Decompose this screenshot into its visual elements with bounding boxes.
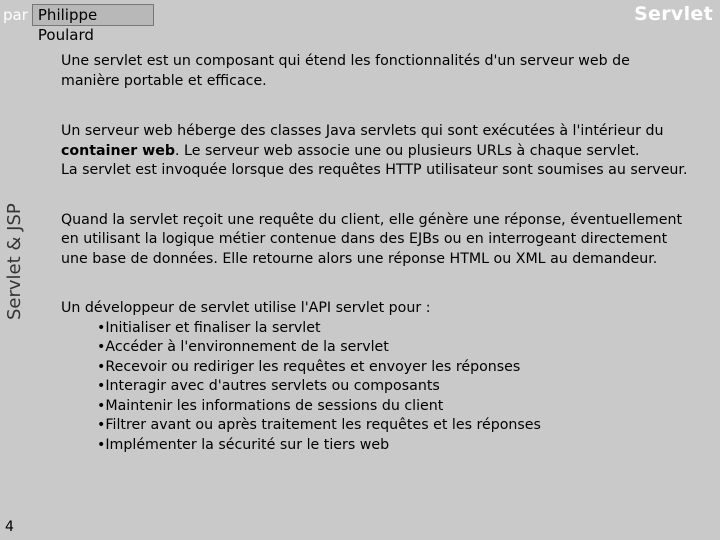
list-item: •Interagir avec d'autres servlets ou composants [97,378,440,394]
list-item: •Accéder à l'environnement de la servlet [97,339,389,355]
author-name: Philippe Poulard [32,4,154,26]
list-item: •Initialiser et finaliser la servlet [97,319,321,336]
container-web-term: container web [61,142,176,159]
list-item: •Filtrer avant ou après traitement les requêtes et les réponses [97,417,541,433]
page-number: 4 [5,519,14,535]
vertical-label: Servlet & JSP [4,203,25,320]
paragraph-2-text-b: . Le serveur web associe une ou plusieurs URLs à chaque servlet. [175,142,640,159]
author-prefix: par [3,6,28,24]
paragraph-3: Quand la servlet reçoit une requête du client, elle génère une réponse, éventuellement en utilisant la logique métier contenue dans des EJBs ou en interrogeant directement une base de données. Elle retourne alors une réponse HTML ou XML au demandeur. [61,211,683,267]
header-left [3,4,154,44]
list-item: •Recevoir ou rediriger les requêtes et envoyer les réponses [97,358,521,375]
paragraph-2-line-1 [61,122,691,161]
slide-content [61,52,691,455]
api-bullet-list [61,319,691,456]
api-intro: Un développeur de servlet utilise l'API servlet pour : [61,300,431,316]
paragraph-1: Une servlet est un composant qui étend les fonctionnalités d'un serveur web de manière portable et efficace. [61,53,630,89]
paragraph-2-text-a: Un serveur web héberge des classes Java servlets qui sont exécutées à l'intérieur du [61,123,664,139]
slide-title: Servlet [634,3,713,25]
paragraph-4 [61,299,691,455]
list-item: •Implémenter la sécurité sur le tiers web [97,436,390,453]
paragraph-2 [61,122,691,181]
paragraph-2-line-2: La servlet est invoquée lorsque des requêtes HTTP utilisateur sont soumises au serveur. [61,162,688,178]
list-item: •Maintenir les informations de sessions du client [97,397,444,414]
